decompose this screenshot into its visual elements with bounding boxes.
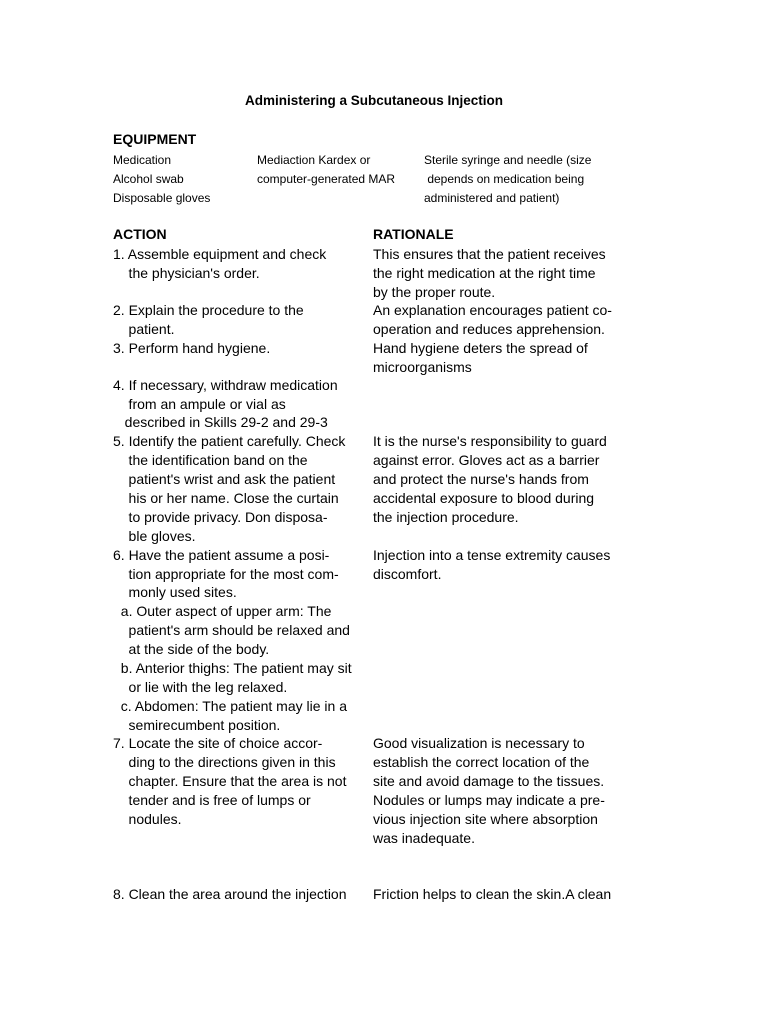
action-line: from an ampule or vial as	[113, 396, 286, 412]
rationale-line: was inadequate.	[373, 830, 475, 846]
rationale-line: the right medication at the right time	[373, 265, 596, 281]
rationale-line: site and avoid damage to the tissues.	[373, 773, 605, 789]
action-line: c. Abdomen: The patient may lie in a	[113, 698, 347, 714]
rationale-line: vious injection site where absorption	[373, 811, 598, 827]
action-line: 6. Have the patient assume a posi-	[113, 547, 330, 563]
action-line: described in Skills 29-2 and 29-3	[113, 414, 328, 430]
action-line: 4. If necessary, withdraw medication	[113, 377, 338, 393]
rationale-line: microorganisms	[373, 359, 472, 375]
rationale-line: Friction helps to clean the skin.A clean	[373, 886, 612, 902]
equipment-heading: EQUIPMENT	[113, 131, 197, 147]
action-line: at the side of the body.	[113, 641, 270, 657]
action-line: 1. Assemble equipment and check	[113, 246, 327, 262]
action-line: 3. Perform hand hygiene.	[113, 340, 271, 356]
action-line: chapter. Ensure that the area is not	[113, 773, 347, 789]
equipment-item: depends on medication being	[424, 172, 585, 186]
rationale-line: Good visualization is necessary to	[373, 735, 585, 751]
action-line: 2. Explain the procedure to the	[113, 302, 304, 318]
action-line: ble gloves.	[113, 528, 196, 544]
rationale-line: Injection into a tense extremity causes	[373, 547, 611, 563]
action-line: a. Outer aspect of upper arm: The	[113, 603, 332, 619]
equipment-item: administered and patient)	[424, 191, 560, 205]
rationale-line: It is the nurse's responsibility to guard	[373, 433, 607, 449]
action-line: semirecumbent position.	[113, 717, 281, 733]
action-line: patient.	[113, 321, 175, 337]
action-line: ding to the directions given in this	[113, 754, 336, 770]
rationale-heading: RATIONALE	[373, 226, 454, 242]
action-line: 5. Identify the patient carefully. Check	[113, 433, 346, 449]
rationale-line: establish the correct location of the	[373, 754, 590, 770]
equipment-item: Disposable gloves	[113, 191, 211, 205]
rationale-line: Nodules or lumps may indicate a pre-	[373, 792, 605, 808]
rationale-line: This ensures that the patient receives	[373, 246, 606, 262]
rationale-line: Hand hygiene deters the spread of	[373, 340, 588, 356]
action-line: 8. Clean the area around the injection	[113, 886, 347, 902]
action-heading: ACTION	[113, 226, 167, 242]
document-title: Administering a Subcutaneous Injection	[244, 93, 504, 108]
action-line: tion appropriate for the most com-	[113, 566, 339, 582]
action-line: patient's wrist and ask the patient	[113, 471, 336, 487]
rationale-line: by the proper route.	[373, 284, 496, 300]
action-line: b. Anterior thighs: The patient may sit	[113, 660, 352, 676]
equipment-item: Medication	[113, 153, 172, 167]
action-line: tender and is free of lumps or	[113, 792, 311, 808]
rationale-line: operation and reduces apprehension.	[373, 321, 605, 337]
action-line: the physician's order.	[113, 265, 260, 281]
action-line: monly used sites.	[113, 584, 237, 600]
rationale-line: accidental exposure to blood during	[373, 490, 595, 506]
action-line: to provide privacy. Don disposa-	[113, 509, 328, 525]
equipment-item: Sterile syringe and needle (size	[424, 153, 592, 167]
rationale-line: and protect the nurse's hands from	[373, 471, 589, 487]
rationale-line: the injection procedure.	[373, 509, 519, 525]
action-line: or lie with the leg relaxed.	[113, 679, 288, 695]
action-line: patient's arm should be relaxed and	[113, 622, 350, 638]
equipment-item: Mediaction Kardex or	[257, 153, 371, 167]
action-line: the identification band on the	[113, 452, 308, 468]
rationale-line: against error. Gloves act as a barrier	[373, 452, 600, 468]
action-line: 7. Locate the site of choice accor-	[113, 735, 323, 751]
action-line: his or her name. Close the curtain	[113, 490, 339, 506]
action-line: nodules.	[113, 811, 182, 827]
equipment-item: computer-generated MAR	[257, 172, 396, 186]
rationale-line: discomfort.	[373, 566, 442, 582]
equipment-item: Alcohol swab	[113, 172, 184, 186]
rationale-line: An explanation encourages patient co-	[373, 302, 612, 318]
